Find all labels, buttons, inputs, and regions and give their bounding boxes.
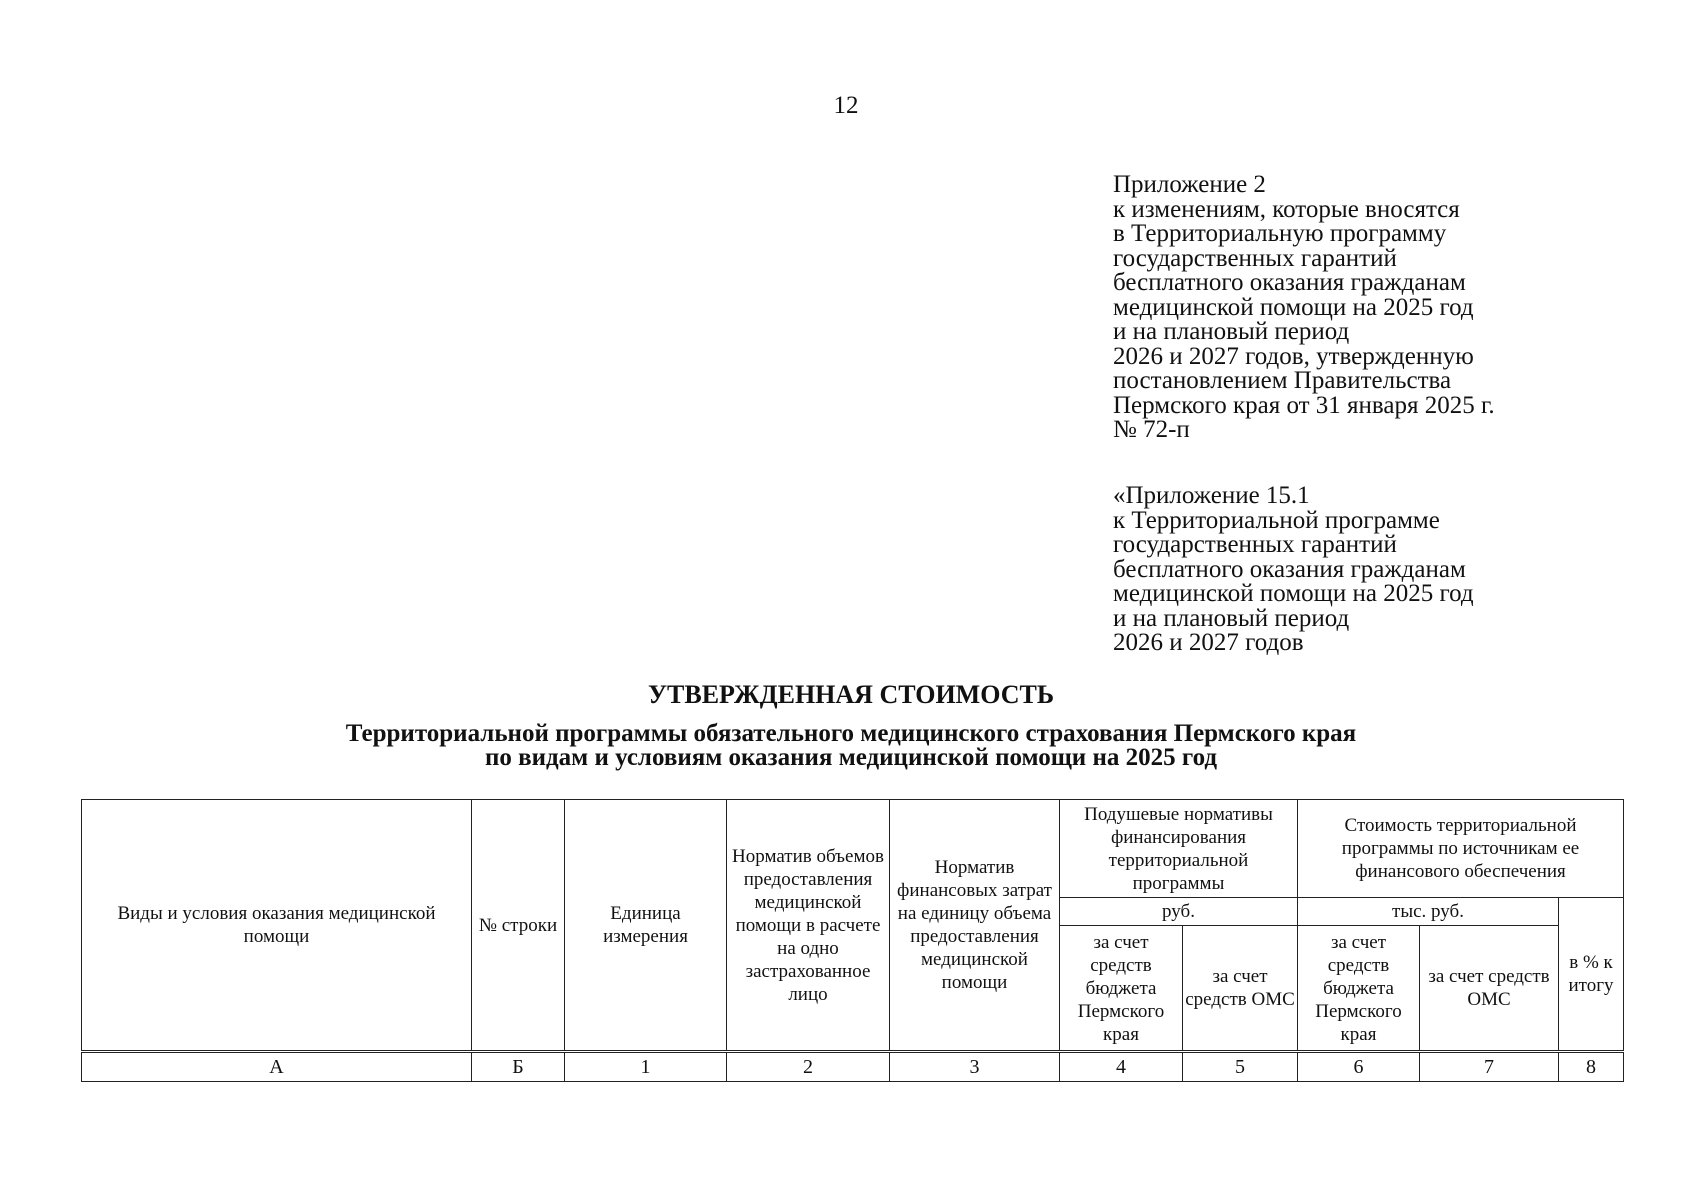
appendix-line: медицинской помощи на 2025 год <box>1113 293 1474 321</box>
appendix-line: 2026 и 2027 годов, утвержденную <box>1113 342 1474 370</box>
appendix-line: медицинской помощи на 2025 год <box>1113 580 1474 607</box>
header-program-cost: Стоимость территориальной программы по источникам ее финансового обеспечения <box>1298 800 1624 898</box>
column-number: 2 <box>727 1052 890 1082</box>
appendix-line: бесплатного оказания гражданам <box>1113 555 1466 583</box>
appendix-15-1-block <box>1113 484 1673 656</box>
appendix-line: № 72-п <box>1113 416 1190 443</box>
appendix-2-block <box>1113 173 1673 443</box>
header-volume-norm: Норматив объемов предоставления медицинской помощи в расчете на одно застрахованное лицо <box>727 800 890 1052</box>
document-title: УТВЕРЖДЕННАЯ СТОИМОСТЬ <box>647 680 1055 709</box>
appendix-line: государственных гарантий <box>1113 531 1397 558</box>
column-number: 6 <box>1298 1052 1420 1082</box>
header-unit-thousand-rub: тыс. руб. <box>1298 898 1559 926</box>
header-row-number: № строки <box>472 800 565 1052</box>
column-number: А <box>82 1052 472 1082</box>
appendix-line: «Приложение 15.1 <box>1113 482 1310 509</box>
header-oms-source: за счет средств ОМС <box>1183 926 1298 1052</box>
header-unit-rub: руб. <box>1060 898 1298 926</box>
header-types: Виды и условия оказания медицинской помощи <box>82 800 472 1052</box>
column-number: Б <box>472 1052 565 1082</box>
appendix-line: 2026 и 2027 годов <box>1113 629 1304 656</box>
header-oms-source: за счет средств ОМС <box>1420 926 1559 1052</box>
column-number: 7 <box>1420 1052 1559 1082</box>
appendix-line: постановлением Правительства <box>1113 367 1452 394</box>
header-budget-source: за счет средств бюджета Пермского края <box>1060 926 1183 1052</box>
appendix-line: и на плановый период <box>1113 318 1350 345</box>
appendix-line: к изменениям, которые вносятся <box>1113 195 1460 223</box>
header-cost-norm: Норматив финансовых затрат на единицу объема предоставления медицинской помощи <box>890 800 1060 1052</box>
header-unit: Единица измерения <box>565 800 727 1052</box>
appendix-line: Пермского края от 31 января 2025 г. <box>1113 391 1495 419</box>
column-number: 5 <box>1183 1052 1298 1082</box>
column-number: 3 <box>890 1052 1060 1082</box>
header-percent-total: в % к итогу <box>1559 898 1624 1052</box>
appendix-line: в Территориальную программу <box>1113 220 1447 247</box>
header-per-capita: Подушевые нормативы финансирования территориальной программы <box>1060 800 1298 898</box>
column-number: 1 <box>565 1052 727 1082</box>
header-row <box>82 800 1624 898</box>
appendix-line: и на плановый период <box>1113 604 1350 632</box>
column-number-row <box>82 1052 1624 1082</box>
appendix-line: бесплатного оказания гражданам <box>1113 269 1466 296</box>
document-subtitle-line: Территориальной программы обязательного медицинского страхования Пермского края <box>345 720 1357 747</box>
cost-table <box>81 799 1624 1082</box>
page-number: 12 <box>833 92 859 119</box>
header-budget-source: за счет средств бюджета Пермского края <box>1298 926 1420 1052</box>
appendix-line: государственных гарантий <box>1113 244 1397 272</box>
document-subtitle-line: по видам и условиям оказания медицинской помощи на 2025 год <box>484 744 1218 771</box>
column-number: 4 <box>1060 1052 1183 1082</box>
column-number: 8 <box>1559 1052 1624 1082</box>
appendix-line: к Территориальной программе <box>1113 506 1440 534</box>
appendix-line: Приложение 2 <box>1113 171 1266 198</box>
